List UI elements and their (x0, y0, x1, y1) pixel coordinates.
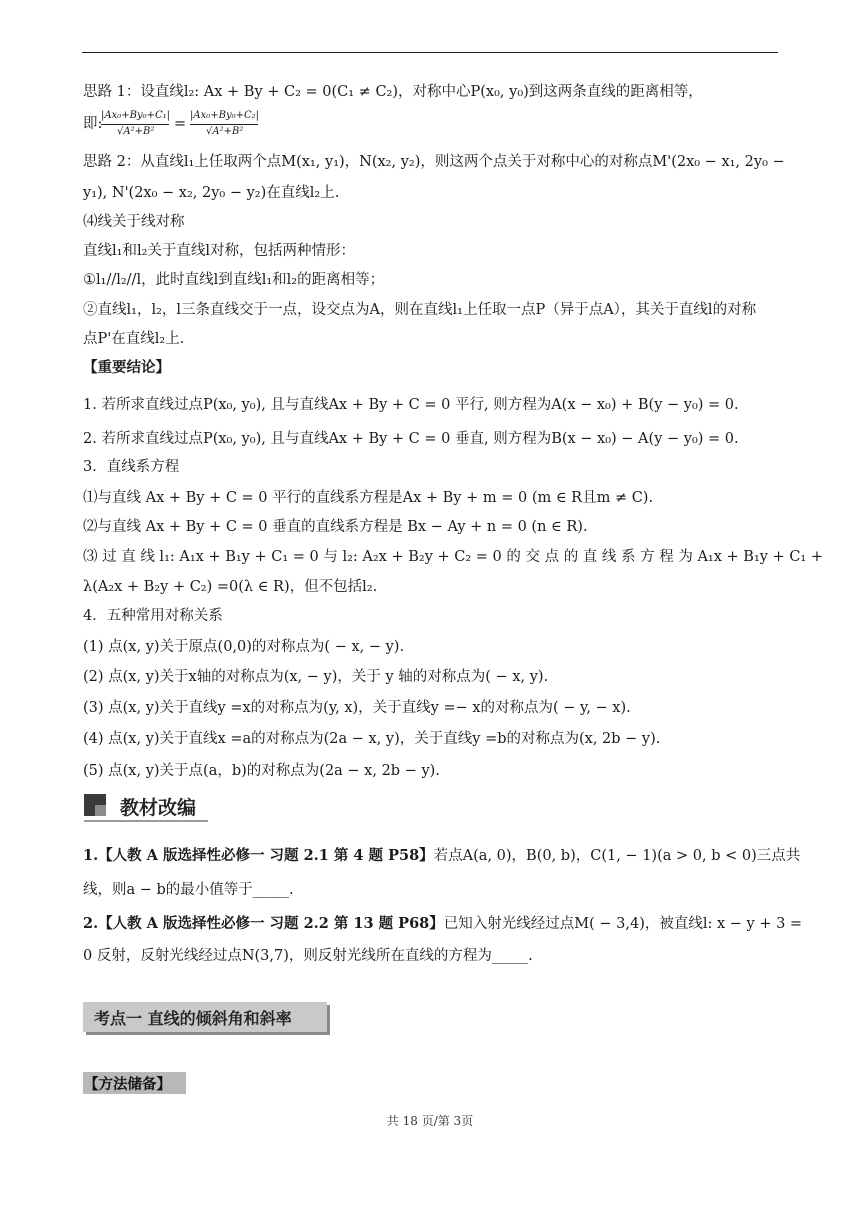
text-line: 4．五种常用对称关系 (83, 608, 223, 624)
problem-1-line2: 线，则a − b的最小值等于_____. (83, 882, 294, 898)
text-line: 点P'在直线l₂上. (83, 331, 185, 347)
kaodian-title: 考点一 直线的倾斜角和斜率 (94, 1009, 292, 1028)
problem-1 (83, 846, 801, 866)
text-line: ⑶ 过 直 线 l₁: A₁x + B₁y + C₁ = 0 与 l₂: A₂x + B₂y + C₂ = 0 的 交 点 的 直 线 系 方 程 为 A₁x + B₁y + C₁ + (83, 549, 823, 565)
fraction-numerator: |Ax₀+By₀+C₁| (101, 110, 171, 121)
fraction-numerator: |Ax₀+By₀+C₂| (190, 110, 260, 121)
text-line: ⑷线关于线对称 (83, 214, 185, 230)
text-line: (4) 点(x, y)关于直线x =a的对称点为(2a − x, y)，关于直线y =b的对称点为(x, 2b − y). (83, 731, 661, 747)
text-line: (5) 点(x, y)关于点(a，b)的对称点为(2a − x, 2b − y). (83, 763, 440, 779)
text-line: 思路 1：设直线l₂: Ax + By + C₂ = 0(C₁ ≠ C₂)，对称中心P(x₀, y₀)到这两条直线的距离相等， (83, 84, 703, 100)
text-line: ⑴与直线 Ax + By + C = 0 平行的直线系方程是Ax + By + m = 0 (m ∈ R且m ≠ C). (83, 490, 654, 506)
problem-1-source: 1.【人教 A 版选择性必修一 习题 2.1 第 4 题 P58】 (83, 847, 434, 864)
text-line: (1) 点(x, y)关于原点(0,0)的对称点为( − x, − y). (83, 639, 405, 655)
problem-2-line2: 0 反射，反射光线经过点N(3,7)，则反射光线所在直线的方程为_____. (83, 948, 533, 964)
text-line: ⑵与直线 Ax + By + C = 0 垂直的直线系方程是 Bx − Ay + n = 0 (n ∈ R). (83, 519, 588, 535)
text-line: 直线l₁和l₂关于直线l对称，包括两种情形： (83, 243, 356, 259)
page-footer: 共 18 页/第 3页 (386, 1114, 474, 1128)
text-line: (3) 点(x, y)关于直线y =x的对称点为(y, x)，关于直线y =− x的对称点为( − y, − x). (83, 700, 631, 716)
section-square-icon (84, 794, 106, 816)
important-conclusion-heading: 【重要结论】 (83, 359, 170, 376)
section-header: 教材改编 (120, 797, 197, 819)
problem-1-body: 若点A(a, 0)，B(0, b)，C(1, − 1)(a > 0, b < 0)三点共 (433, 848, 801, 864)
text-line: ①l₁//l₂//l，此时直线l到直线l₁和l₂的距离相等； (83, 272, 385, 288)
fraction-denominator: √A²+B² (206, 126, 244, 137)
section-underline (84, 820, 208, 822)
text-line: 思路 2：从直线l₁上任取两个点M(x₁, y₁)，N(x₂, y₂)，则这两个点关于对称中心的对称点M'(2x₀ − x₁, 2y₀ − (83, 154, 785, 170)
text-line: 2. 若所求直线过点P(x₀, y₀), 且与直线Ax + By + C = 0 垂直, 则方程为B(x − x₀) − A(y − y₀) = 0. (83, 431, 739, 447)
text-line: (2) 点(x, y)关于x轴的对称点为(x, − y)，关于 y 轴的对称点为( − x, y). (83, 669, 549, 685)
text-line: 3．直线系方程 (83, 459, 180, 475)
text-line-prefix: 即: (83, 116, 103, 132)
fraction-bar (101, 124, 169, 125)
fraction-bar (190, 124, 258, 125)
problem-2 (83, 914, 803, 934)
problem-2-body: 已知入射光线经过点M( − 3,4)，被直线l: x − y + 3 = (443, 916, 803, 932)
method-title: 【方法储备】 (84, 1076, 171, 1093)
text-line: 1. 若所求直线过点P(x₀, y₀), 且与直线Ax + By + C = 0 平行, 则方程为A(x − x₀) + B(y − y₀) = 0. (83, 397, 739, 413)
text-line: ②直线l₁，l₂，l三条直线交于一点，设交点为A，则在直线l₁上任取一点P（异于点A），其关于直线l的对称 (83, 302, 757, 318)
text-line: λ(A₂x + B₂y + C₂) =0(λ ∈ R)，但不包括l₂. (83, 579, 378, 595)
problem-2-source: 2.【人教 A 版选择性必修一 习题 2.2 第 13 题 P68】 (83, 915, 444, 932)
text-line: y₁), N'(2x₀ − x₂, 2y₀ − y₂)在直线l₂上. (83, 185, 340, 201)
fraction-denominator: √A²+B² (117, 126, 155, 137)
equals-sign: = (174, 116, 187, 132)
header-rule (82, 52, 778, 53)
